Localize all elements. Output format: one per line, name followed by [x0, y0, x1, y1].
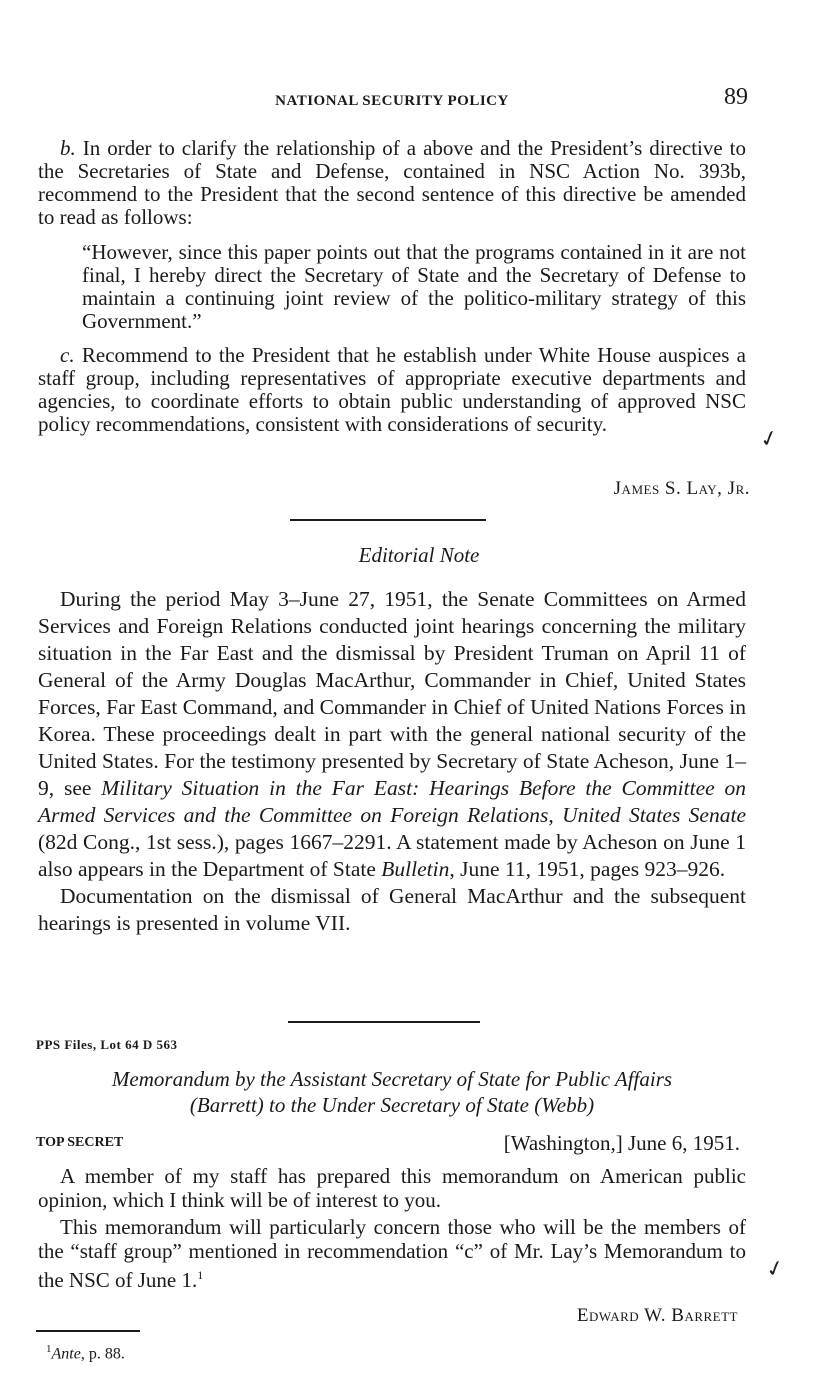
- item-c-label: c.: [60, 343, 75, 367]
- source-citation: PPS Files, Lot 64 D 563: [36, 1037, 178, 1052]
- editorial-note-text-b: (82d Cong., 1st sess.), pages 1667–2291. A statement made by Acheson on June 1 also appears in the Department of State: [38, 830, 746, 881]
- signature-barrett: Edward W. Barrett: [576, 1305, 738, 1326]
- memo-title-line-1: Memorandum by the Assistant Secretary of State for Public Affairs: [111, 1067, 673, 1091]
- memo-title-line-2: (Barrett) to the Under Secretary of State (Webb): [189, 1093, 595, 1117]
- memo-para1: A member of my staff has prepared this memorandum on American public opinion, which I think will be of interest to you.: [38, 1164, 746, 1212]
- signature-lay: James S. Lay, Jr.: [613, 478, 750, 499]
- memo-dateline: [Washington,] June 6, 1951.: [503, 1131, 740, 1155]
- page-number: 89: [724, 84, 748, 110]
- margin-check-mark-icon-2: ✓: [762, 1254, 788, 1283]
- directive-quote: “However, since this paper points out that the programs contained in it are not final, I hereby direct the Secretary of State and the Secretary of Defense to maintain a continuing joint review of the politico-military strategy of this Government.”: [82, 240, 746, 333]
- memo-para2: This memorandum will particularly concern those who will be the members of the “staff group” mentioned in recommendation “c” of Mr. Lay’s Memorandum to the NSC of June 1.: [38, 1215, 746, 1292]
- footnote-divider: [36, 1330, 140, 1332]
- item-b-paragraph: [38, 137, 746, 229]
- memo-title: [36, 1066, 748, 1118]
- item-c-paragraph: [38, 344, 746, 436]
- hearings-reference: Military Situation in the Far East: Hearings Before the Committee on Armed Services and the Committee on Foreign Relations, United States Senate: [38, 776, 747, 827]
- editorial-note-text-c: , June 11, 1951, pages 923–926.: [449, 857, 726, 881]
- classification-label: TOP SECRET: [36, 1135, 124, 1150]
- footnote: [46, 1343, 125, 1363]
- item-c-text: Recommend to the President that he establish under White House auspices a staff group, including representatives of appropriate executive departments and agencies, to coordinate efforts to obtain public understanding of approved NSC policy recommendations, consistent with considerations of security.: [38, 343, 747, 436]
- footnote-ante: Ante: [51, 1345, 81, 1363]
- editorial-note-heading: Editorial Note: [358, 543, 480, 567]
- footnote-text: , p. 88.: [80, 1345, 125, 1363]
- margin-check-mark-icon: ✓: [756, 424, 782, 453]
- editorial-note-para2: Documentation on the dismissal of General MacArthur and the subsequent hearings is presented in volume VII.: [38, 884, 746, 935]
- section-divider: [290, 519, 486, 521]
- bulletin-reference: Bulletin: [381, 857, 450, 881]
- running-title: NATIONAL SECURITY POLICY: [275, 93, 509, 109]
- memo-body: [38, 1164, 746, 1292]
- footnote-number: 1: [46, 1343, 52, 1355]
- editorial-note-body: [38, 586, 746, 937]
- editorial-note-text-a: During the period May 3–June 27, 1951, the Senate Committees on Armed Services and Foreign Relations conducted joint hearings concerning the military situation in the Far East and the dismissal by President Truman on April 11 of General of the Army Douglas MacArthur, Commander in Chief, United States Forces, Far East Command, and Commander in Chief of United Nations Forces in Korea. These proceedings dealt in part with the general national security of the United States. For the testimony presented by Secretary of State Acheson, June 1–9, see: [38, 587, 746, 800]
- page-header: [36, 84, 748, 118]
- footnote-reference: 1: [197, 1268, 204, 1282]
- item-b-text: In order to clarify the relationship of a above and the President’s directive to the Secretaries of State and Defense, contained in NSC Action No. 393b, recommend to the President that the second sentence of this directive be amended to read as follows:: [38, 136, 747, 229]
- section-divider-2: [288, 1021, 480, 1023]
- item-b-label: b.: [60, 136, 76, 160]
